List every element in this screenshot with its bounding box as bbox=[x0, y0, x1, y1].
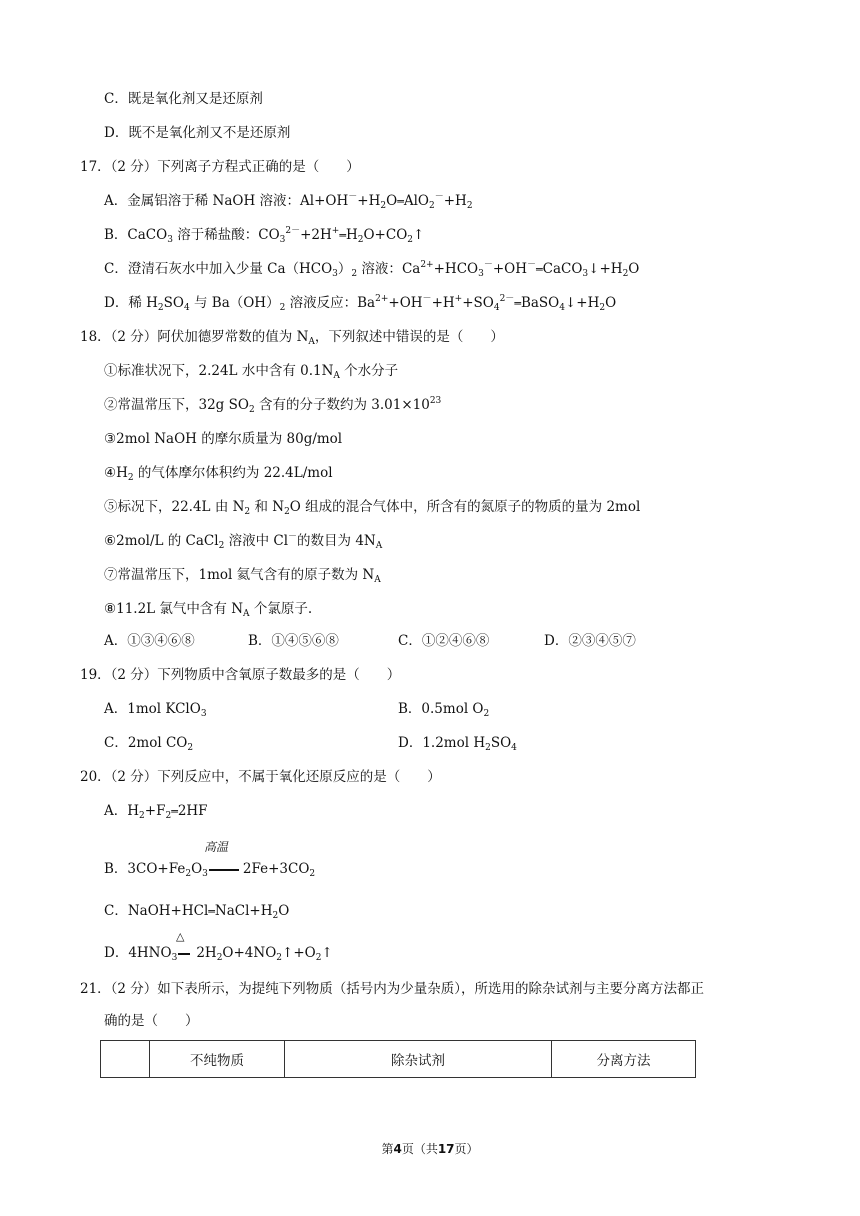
q18-item-3: ③2mol NaOH 的摩尔质量为 80g/mol bbox=[104, 431, 343, 447]
q18-option-c: C．①②④⑥⑧ bbox=[398, 633, 490, 649]
q17-option-a-label: A．金属铝溶于稀 NaOH 溶液： bbox=[104, 193, 301, 209]
q17-stem: 17．（2 分）下列离子方程式正确的是（ ） bbox=[80, 159, 360, 175]
q20-b-condition: 高温 bbox=[204, 840, 229, 854]
q18-item-4: $④H_2$ 的气体摩尔体积约为 22.4L/mol bbox=[104, 465, 333, 483]
q21-stem-line1: 21．（2 分）如下表所示，为提纯下列物质（括号内为少量杂质），所选用的除杂试剂与主要分离方法都正 bbox=[80, 981, 705, 997]
q18-stem: 18．（2 分）阿伏加德罗常数的值为 $N_A$，下列叙述中错误的是（ ） bbox=[80, 329, 504, 347]
q20-option-b: B．$3CO+Fe_2O_3$ $2Fe+3CO_2$ bbox=[104, 861, 316, 879]
table-header-cell-method: 分离方法 bbox=[552, 1041, 696, 1078]
table-header-row bbox=[101, 1041, 696, 1078]
q17-option-b-label: B．CaCO$_3$ 溶于稀盐酸： bbox=[104, 227, 259, 245]
q21-table bbox=[100, 1040, 696, 1078]
table-header-cell-index bbox=[101, 1041, 150, 1078]
q18-option-a: A．①③④⑥⑧ bbox=[104, 633, 195, 649]
q16-option-d: D．既不是氧化剂又不是还原剂 bbox=[104, 125, 291, 141]
page-footer bbox=[0, 1140, 860, 1157]
table-header-cell-reagent: 除杂试剂 bbox=[285, 1041, 552, 1078]
q19-option-d: D．1.2mol $H_2SO_4$ bbox=[398, 735, 517, 753]
q17-option-a bbox=[104, 192, 473, 211]
q17-option-d-label: D．稀 $H_2SO_4$ 与 $Ba(OH)_2$ 溶液反应： bbox=[104, 295, 358, 313]
q20-stem: 20．（2 分）下列反应中，不属于氧化还原反应的是（ ） bbox=[80, 769, 441, 785]
q17-option-d-formula: $Ba^{2+}+OH^-+H^++SO_4^{2-}═BaSO_4↓+H_2O$ bbox=[357, 294, 617, 313]
q19-stem: 19．（2 分）下列物质中含氧原子数最多的是（ ） bbox=[80, 667, 401, 683]
q17-option-b-formula: $CO_3^{2-}+2H^+═H_2O+CO_2↑$ bbox=[258, 226, 425, 245]
q20-option-a: A．$H_2+F_2═2HF$ bbox=[104, 803, 208, 821]
q21-stem-line2: 确的是（ ） bbox=[104, 1013, 199, 1029]
q18-item-5: ⑤标况下，22.4L 由 $N_2$ 和 $N_2O$ 组成的混合气体中，所含有的氮原子的物质的量为 2mol bbox=[104, 499, 641, 517]
q20-option-c: C．$NaOH+HCl═NaCl+H_2O$ bbox=[104, 903, 290, 921]
q17-option-a-formula: $Al+OH^-+H_2O═AlO_2^-+H_2$ bbox=[300, 192, 473, 211]
q18-item-6: ⑥2mol/L 的 CaCl$_2$ 溶液中 Cl－的数目为 $4N_A$ bbox=[104, 532, 383, 551]
q20-d-equals-bar bbox=[178, 953, 190, 955]
q18-item-8: ⑧11.2L 氯气中含有 $N_A$ 个氯原子. bbox=[104, 601, 313, 619]
q18-item-2: ②常温常压下，32g $SO_2$ 含有的分子数约为 $3.01\times 10^{23}$ bbox=[104, 396, 442, 415]
q17-option-c-formula: $Ca^{2+}+HCO_3^-+OH^-═CaCO_3↓+H_2O$ bbox=[401, 260, 640, 279]
footer-mid: 页（共 bbox=[401, 1142, 438, 1156]
footer-suffix: 页） bbox=[454, 1142, 479, 1156]
q17-option-d bbox=[104, 294, 616, 313]
q17-option-b bbox=[104, 226, 424, 245]
q17-option-c-label: C．澄清石灰水中加入少量 $Ca(HCO_3)_2$ 溶液： bbox=[104, 261, 402, 279]
q18-option-d: D．②③④⑤⑦ bbox=[544, 633, 636, 649]
table-header-cell-impure: 不纯物质 bbox=[150, 1041, 285, 1078]
q19-option-c: C．2mol $CO_2$ bbox=[104, 735, 194, 753]
q18-option-b: B．①④⑤⑥⑧ bbox=[248, 633, 339, 649]
q20-b-equals-bar bbox=[209, 869, 239, 871]
q18-item-1: ①标准状况下，2.24L 水中含有 $0.1N_A$ 个水分子 bbox=[104, 363, 399, 381]
footer-total-pages: 17 bbox=[437, 1142, 455, 1156]
q20-option-d: D．$4HNO_3$ $2H_2O+4NO_2↑+O_2↑$ bbox=[104, 945, 333, 963]
q18-item-7: ⑦常温常压下，1mol 氦气含有的原子数为 $N_A$ bbox=[104, 567, 381, 585]
footer-prefix: 第 bbox=[381, 1142, 394, 1156]
q16-option-c: C．既是氧化剂又是还原剂 bbox=[104, 91, 263, 107]
q19-option-a: A．1mol KClO$_3$ bbox=[104, 701, 207, 719]
q19-option-b: B．0.5mol $O_2$ bbox=[398, 701, 490, 719]
q17-option-c bbox=[104, 260, 639, 279]
footer-page-number: 4 bbox=[393, 1142, 402, 1156]
q20-d-condition: △ bbox=[176, 930, 185, 943]
